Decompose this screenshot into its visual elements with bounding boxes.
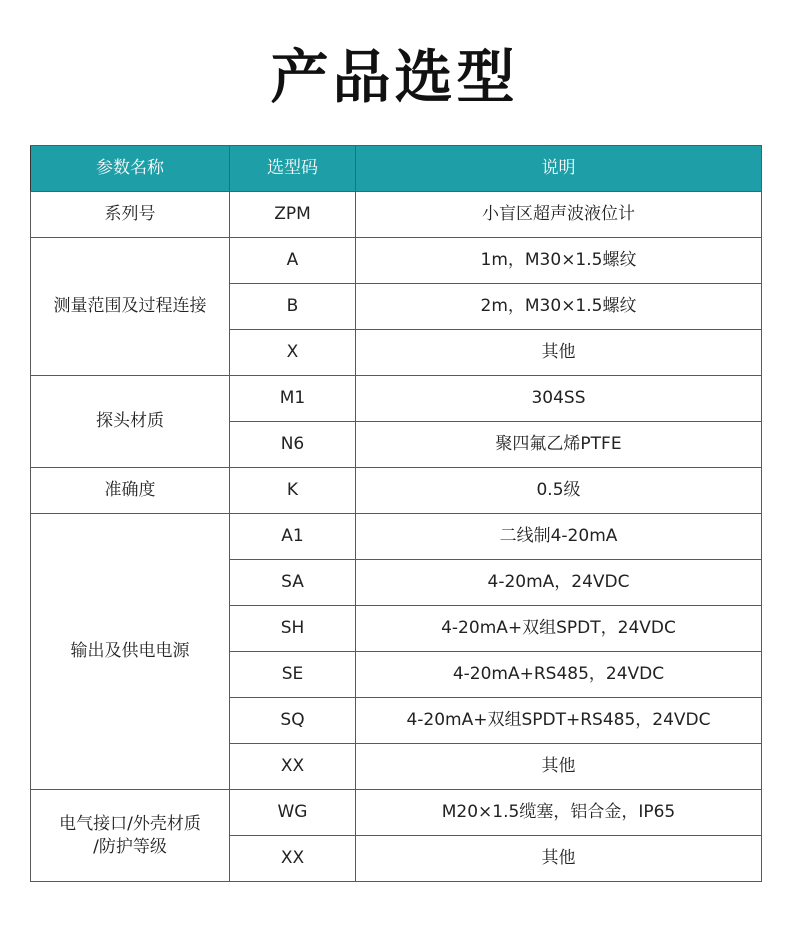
description-cell: 聚四氟乙烯PTFE: [356, 422, 762, 468]
code-cell: SA: [230, 560, 356, 606]
description-cell: 小盲区超声波液位计: [356, 192, 762, 238]
code-cell: M1: [230, 376, 356, 422]
description-cell: 其他: [356, 836, 762, 882]
selection-table: [30, 145, 762, 882]
table-row: [31, 376, 762, 422]
table-row: [31, 192, 762, 238]
page-title: 产品选型: [270, 43, 519, 111]
table-row: [31, 514, 762, 560]
table-row: [31, 790, 762, 836]
description-cell: 其他: [356, 744, 762, 790]
param-name-cell: 输出及供电电源: [31, 514, 230, 790]
description-cell: M20×1.5缆塞，铝合金，IP65: [356, 790, 762, 836]
code-cell: SH: [230, 606, 356, 652]
code-cell: SQ: [230, 698, 356, 744]
code-cell: A: [230, 238, 356, 284]
header-param-name: 参数名称: [31, 146, 230, 192]
code-cell: SE: [230, 652, 356, 698]
description-cell: 二线制4-20mA: [356, 514, 762, 560]
code-cell: XX: [230, 744, 356, 790]
code-cell: XX: [230, 836, 356, 882]
description-cell: 304SS: [356, 376, 762, 422]
description-cell: 4-20mA，24VDC: [356, 560, 762, 606]
code-cell: A1: [230, 514, 356, 560]
code-cell: ZPM: [230, 192, 356, 238]
description-cell: 4-20mA+双组SPDT+RS485，24VDC: [356, 698, 762, 744]
table-row: [31, 238, 762, 284]
param-name-cell: 探头材质: [31, 376, 230, 468]
description-cell: 0.5级: [356, 468, 762, 514]
header-description: 说明: [356, 146, 762, 192]
header-code: 选型码: [230, 146, 356, 192]
table-header-row: [31, 146, 762, 192]
code-cell: N6: [230, 422, 356, 468]
code-cell: B: [230, 284, 356, 330]
param-name-cell: 电气接口/外壳材质 /防护等级: [31, 790, 230, 882]
description-cell: 2m，M30×1.5螺纹: [356, 284, 762, 330]
table-row: [31, 468, 762, 514]
description-cell: 1m，M30×1.5螺纹: [356, 238, 762, 284]
description-cell: 4-20mA+RS485，24VDC: [356, 652, 762, 698]
code-cell: K: [230, 468, 356, 514]
param-name-cell: 测量范围及过程连接: [31, 238, 230, 376]
param-name-cell: 准确度: [31, 468, 230, 514]
code-cell: X: [230, 330, 356, 376]
table-body: [31, 192, 762, 882]
description-cell: 其他: [356, 330, 762, 376]
code-cell: WG: [230, 790, 356, 836]
param-name-cell: 系列号: [31, 192, 230, 238]
description-cell: 4-20mA+双组SPDT，24VDC: [356, 606, 762, 652]
